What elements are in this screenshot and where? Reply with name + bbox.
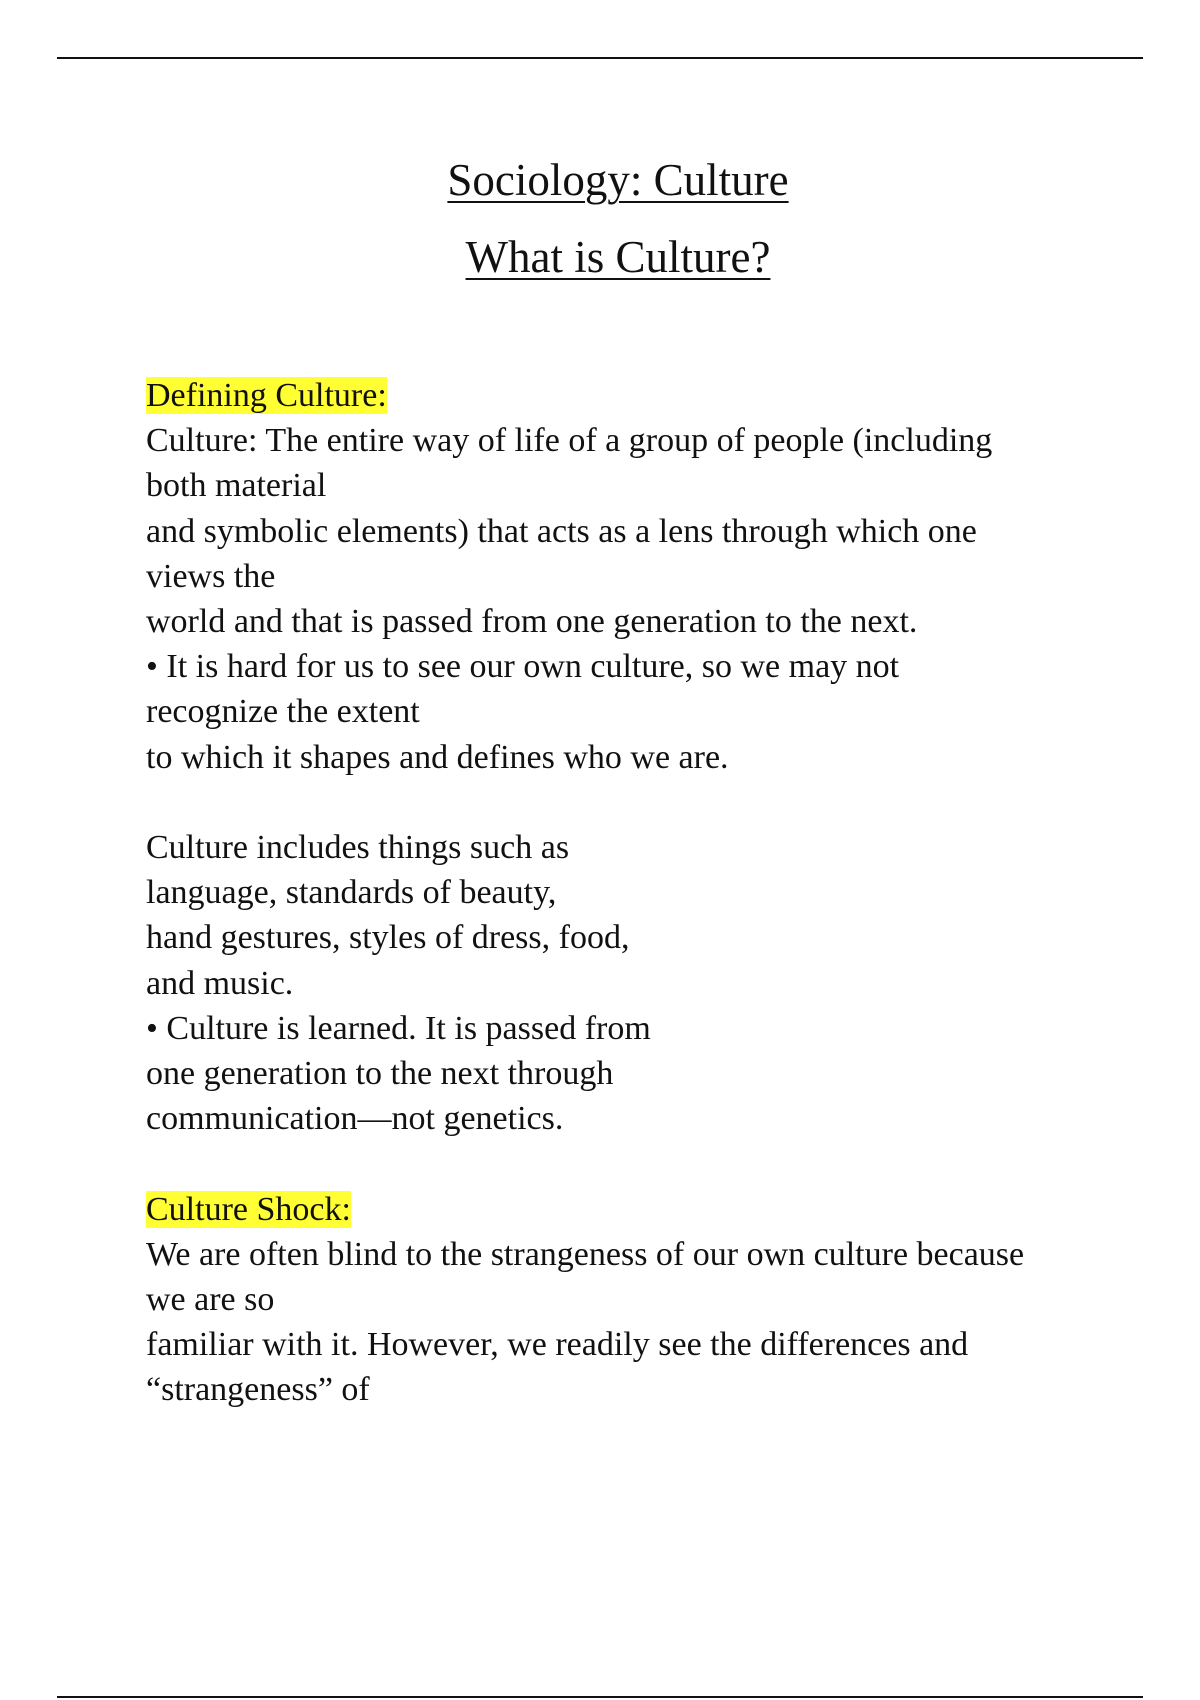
text-line: both material (146, 467, 327, 505)
text-line: hand gestures, styles of dress, food, (146, 919, 630, 957)
text-line: “strangeness” of (146, 1371, 370, 1409)
text-line: Culture includes things such as (146, 829, 570, 867)
text-line: recognize the extent (146, 693, 420, 731)
section-culture-shock (146, 1187, 1106, 1413)
text-line: world and that is passed from one generation to the next. (146, 603, 918, 641)
text-line: We are often blind to the strangeness of our own culture because (146, 1235, 1025, 1273)
paragraph-gap (146, 780, 1106, 825)
bullet-line: • It is hard for us to see our own culture, so we may not (146, 648, 900, 686)
text-line: familiar with it. However, we readily see the differences and (146, 1326, 969, 1364)
section-culture-includes (146, 825, 1106, 1141)
top-rule (57, 57, 1143, 59)
section-heading-defining-culture: Defining Culture: (146, 377, 387, 414)
document-body (146, 373, 1106, 1413)
text-line: and symbolic elements) that acts as a lens through which one (146, 512, 977, 550)
text-line: views the (146, 557, 276, 595)
text-line: and music. (146, 964, 294, 1002)
text-line: one generation to the next through (146, 1055, 614, 1093)
text-line: to which it shapes and defines who we are. (146, 738, 729, 776)
document-subtitle: What is Culture? (465, 232, 771, 282)
bullet-line: • Culture is learned. It is passed from (146, 1009, 651, 1047)
document-title: Sociology: Culture (447, 155, 789, 205)
text-line: we are so (146, 1281, 275, 1319)
bottom-rule (57, 1696, 1143, 1698)
text-line: Culture: The entire way of life of a group of people (including (146, 422, 993, 460)
section-heading-culture-shock: Culture Shock: (146, 1190, 351, 1228)
title-block (0, 142, 1200, 296)
text-line: language, standards of beauty, (146, 874, 557, 912)
paragraph-gap (146, 1141, 1106, 1186)
text-line: communication—not genetics. (146, 1100, 564, 1138)
section-defining-culture (146, 373, 1106, 780)
